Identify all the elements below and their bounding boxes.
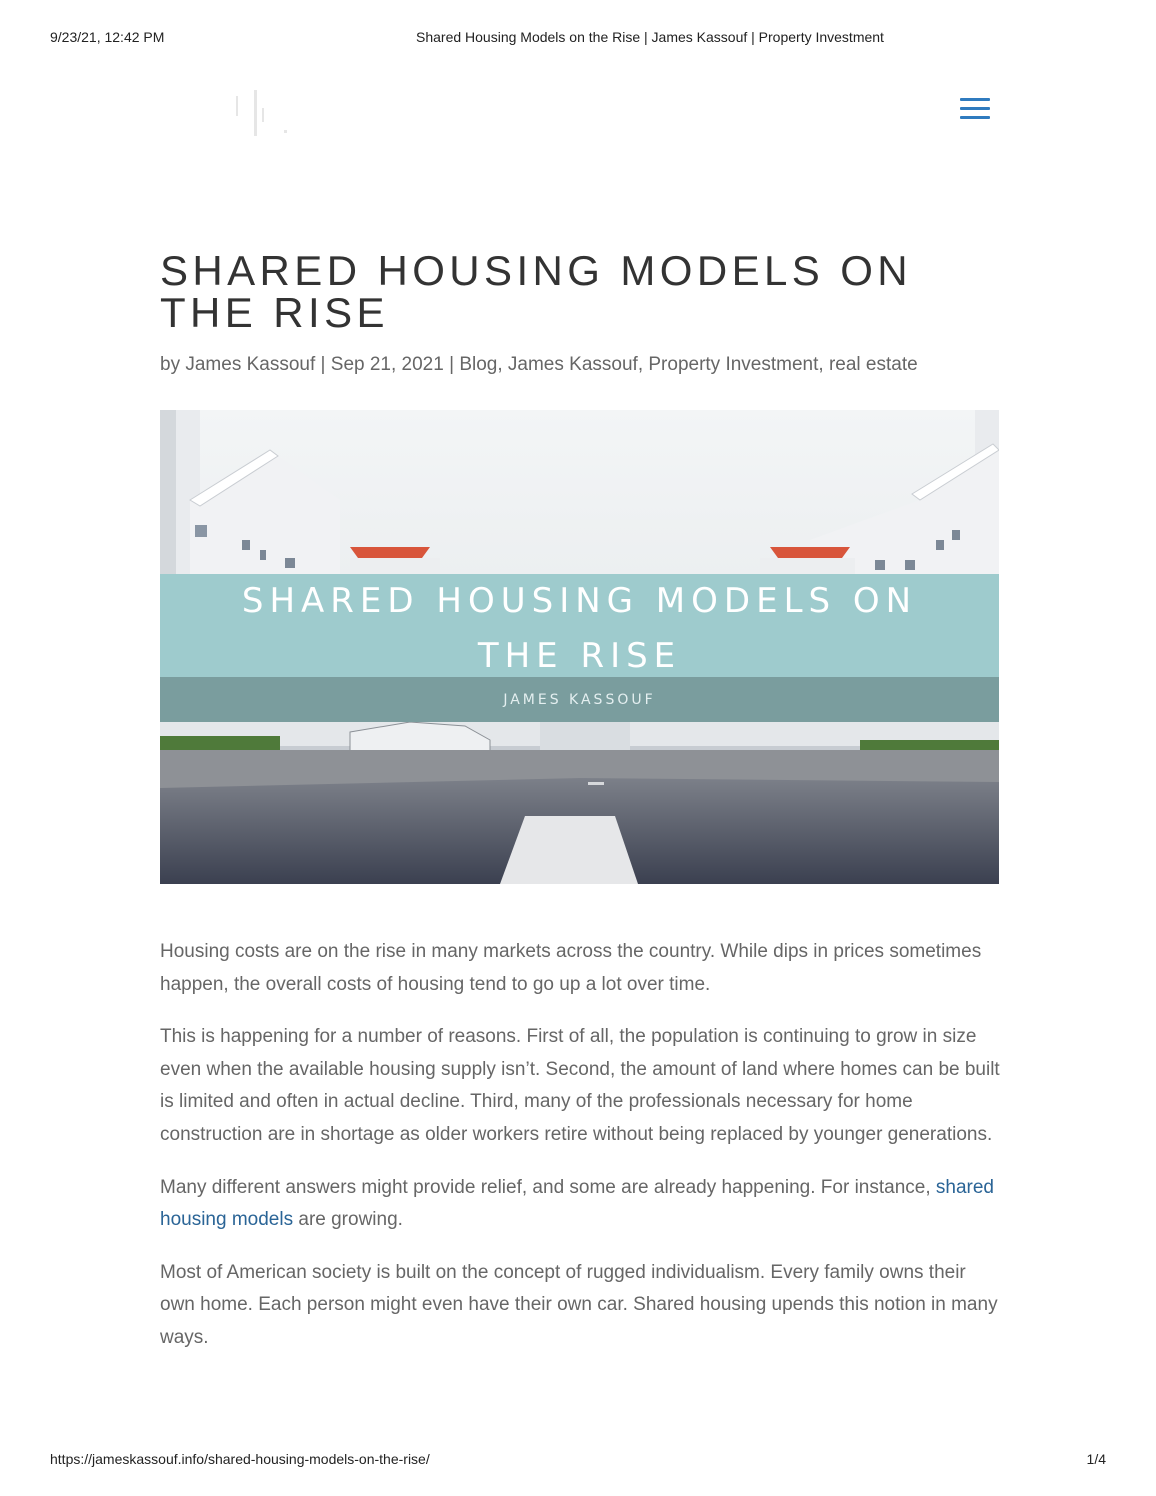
meta-author-link[interactable]: James Kassouf bbox=[185, 354, 316, 375]
paragraph-2: This is happening for a number of reasons. First of all, the population is continuing to grow in size even when the available housing supply isn’t. Second, the amount of land where homes can be built is limited and often in actual decline. Third, many of the professionals necessary for home construction are in shortage as older workers retire without being replaced by younger generations. bbox=[160, 1026, 1000, 1145]
shared-housing-models-link[interactable]: shared housing models bbox=[160, 1176, 995, 1231]
meta-category-blog[interactable]: Blog bbox=[459, 354, 498, 375]
print-header-title: Shared Housing Models on the Rise | James Kassouf | Property Investment bbox=[416, 29, 884, 45]
hamburger-menu-icon[interactable] bbox=[960, 97, 991, 123]
paragraph-3-text-before: Many different answers might provide relief, and some are already happening. For instance, bbox=[160, 1176, 931, 1198]
banner-title-line2: THE RISE bbox=[477, 636, 682, 676]
meta-by: by bbox=[160, 354, 181, 375]
print-header-datetime: 9/23/21, 12:42 PM bbox=[50, 29, 165, 45]
post-title: SHARED HOUSING MODELS ON THE RISE bbox=[160, 247, 913, 336]
meta-separator: | bbox=[320, 354, 326, 375]
post-meta: by James Kassouf | Sep 21, 2021 | Blog, James Kassouf, Property Investment, real estate bbox=[160, 354, 918, 375]
post-content bbox=[160, 936, 1002, 1375]
paragraph-3-text-after: are growing. bbox=[298, 1209, 403, 1231]
meta-date: Sep 21, 2021 bbox=[330, 354, 444, 375]
meta-separator: | bbox=[449, 354, 455, 375]
site-logo[interactable] bbox=[232, 90, 292, 138]
paragraph-3 bbox=[160, 1172, 1002, 1237]
meta-category-property-investment[interactable]: Property Investment bbox=[648, 354, 819, 375]
banner-title-line1: SHARED HOUSING MODELS ON bbox=[241, 581, 918, 621]
meta-category-james-kassouf[interactable]: James Kassouf bbox=[507, 354, 638, 375]
meta-category-real-estate[interactable]: real estate bbox=[828, 354, 918, 375]
featured-image bbox=[160, 410, 999, 884]
paragraph-4: Most of American society is built on the concept of rugged individualism. Every family owns their own home. Each person might even have their own car. Shared housing upends this notion in many ways. bbox=[160, 1261, 998, 1348]
banner-subtitle: JAMES KASSOUF bbox=[503, 692, 656, 708]
print-footer-page-number: 1/4 bbox=[1086, 1451, 1106, 1467]
paragraph-1: Housing costs are on the rise in many markets across the country. While dips in prices sometimes happen, the overall costs of housing tend to go up a lot over time. bbox=[160, 941, 982, 995]
print-footer-url: https://jameskassouf.info/shared-housing-models-on-the-rise/ bbox=[50, 1451, 430, 1467]
